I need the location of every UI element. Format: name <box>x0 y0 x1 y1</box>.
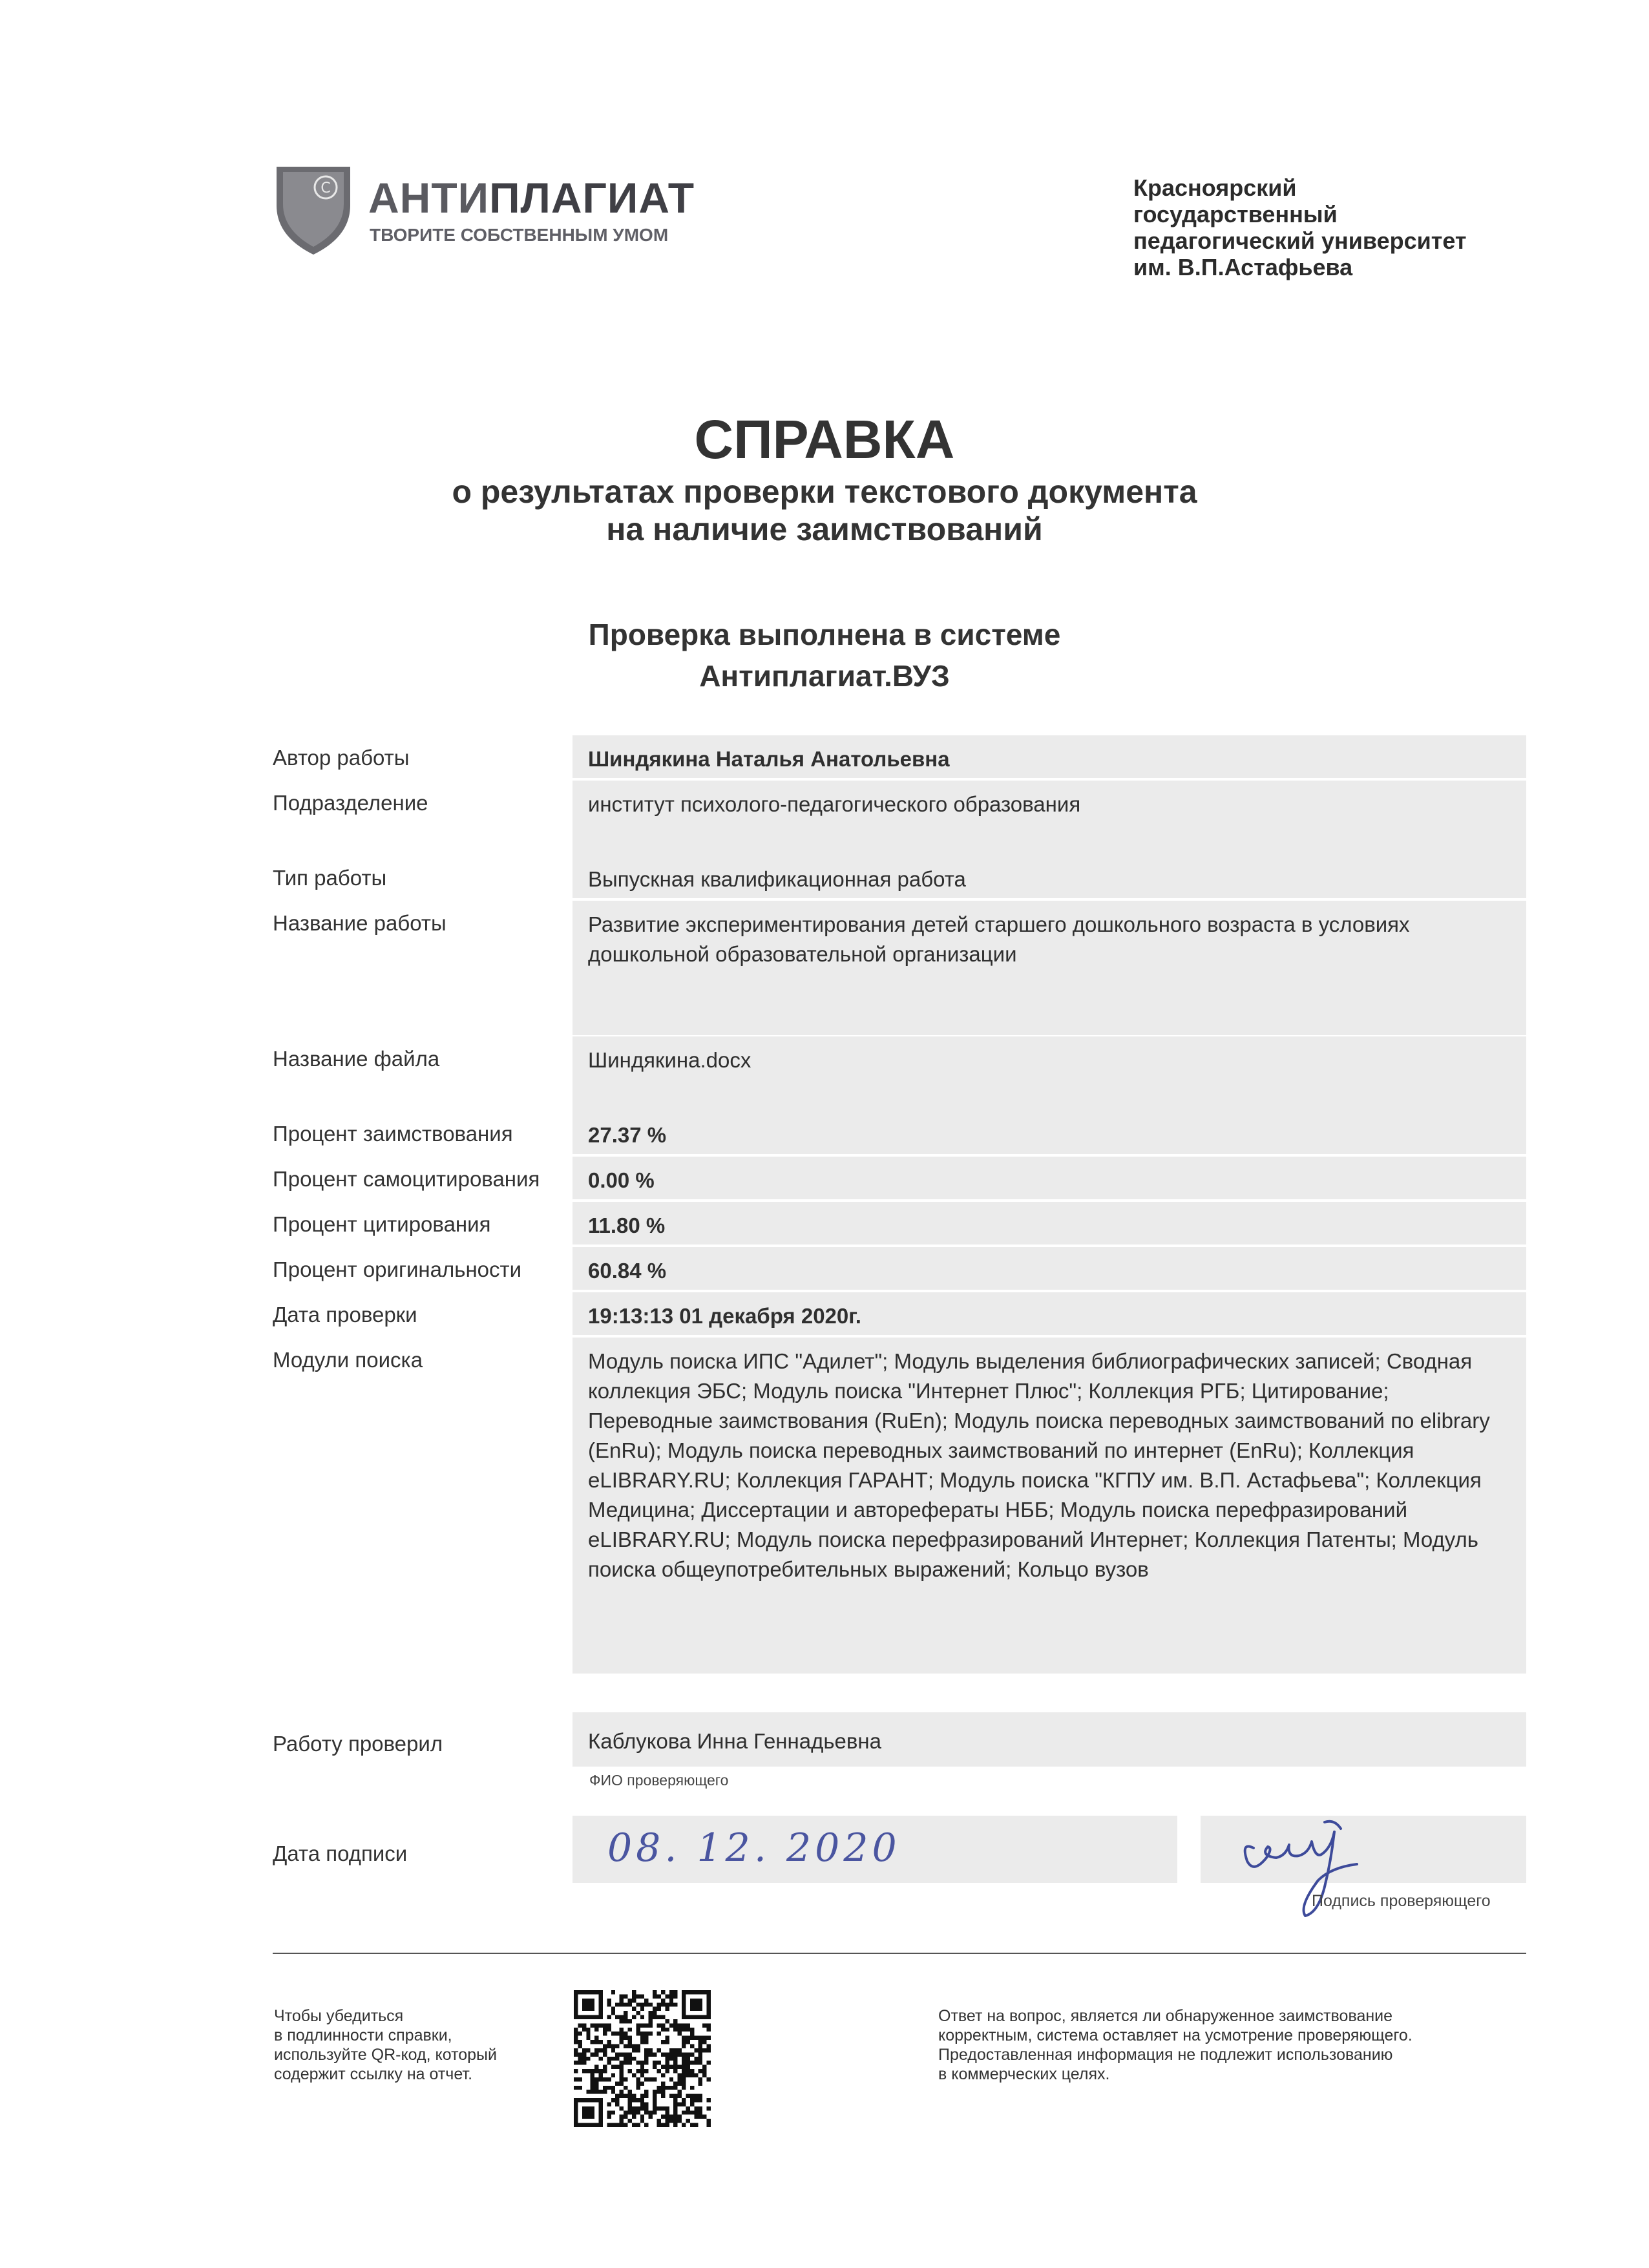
work-title-value: Развитие экспериментирования детей старшего дошкольного возраста в условиях дошкольной образовательной организации <box>572 901 1526 1035</box>
citation-percent-value: 11.80 % <box>572 1202 1526 1244</box>
work-type-label: Тип работы <box>273 866 387 890</box>
checker-caption: ФИО проверяющего <box>589 1772 729 1789</box>
borrowing-percent-label: Процент заимствования <box>273 1122 513 1146</box>
qr-instructions: Чтобы убедиться в подлинности справки, используйте QR-код, который содержит ссылку на отчет. <box>274 2007 497 2083</box>
logo-tagline: ТВОРИТЕ СОБСТВЕННЫМ УМОМ <box>370 225 669 245</box>
signature-date-label: Дата подписи <box>273 1842 408 1865</box>
check-date-value: 19:13:13 01 декабря 2020г. <box>572 1292 1526 1335</box>
file-name-value: Шиндякина.docx <box>572 1036 1526 1113</box>
originality-percent-label: Процент оригинальности <box>273 1257 522 1281</box>
citation-percent-label: Процент цитирования <box>273 1212 491 1236</box>
self-citation-value: 0.00 % <box>572 1157 1526 1199</box>
work-type-value: Выпускная квалификационная работа <box>572 856 1526 898</box>
check-date-label: Дата проверки <box>273 1303 417 1327</box>
author-value: Шиндякина Наталья Анатольевна <box>572 735 1526 778</box>
department-label: Подразделение <box>273 791 428 815</box>
qr-code[interactable] <box>574 1990 711 2127</box>
work-title-label: Название работы <box>273 911 446 935</box>
system-info: Проверка выполнена в системе Антиплагиат.ВУЗ <box>588 618 1061 693</box>
checked-by-label: Работу проверил <box>273 1732 443 1756</box>
search-modules-value: Модуль поиска ИПС "Адилет"; Модуль выделения библиографических записей; Сводная коллекция ЭБС; Модуль поиска "Интернет Плюс"; Коллекция РГБ; Цитирование; Переводные заимствования (RuEn); Модуль поиска переводных заимствований по elibrary (EnRu); Модуль поиска переводных заимствований по интернет (EnRu); Коллекция eLIBRARY.RU; Коллекция ГАРАНТ; Модуль поиска "КГПУ им. В.П. Астафьева"; Коллекция Медицина; Диссертации и авторефераты НББ; Модуль поиска перефразирований eLIBRARY.RU; Модуль поиска перефразирований Интернет; Коллекция Патенты; Модуль поиска общеупотребительных выражений; Кольцо вузов <box>572 1338 1526 1674</box>
self-citation-label: Процент самоцитирования <box>273 1167 540 1191</box>
author-label: Автор работы <box>273 746 410 770</box>
antiplagiat-logo <box>271 160 695 257</box>
checked-by-value: Каблукова Инна Геннадьевна <box>572 1712 1526 1767</box>
department-value: институт психолого-педагогического образования <box>572 781 1526 857</box>
shield-logo-icon <box>271 160 355 256</box>
borrowing-percent-value: 27.37 % <box>572 1111 1526 1154</box>
footer-divider <box>273 1953 1526 1954</box>
document-subtitle: о результатах проверки текстового документа на наличие заимствований <box>452 474 1197 547</box>
disclaimer: Ответ на вопрос, является ли обнаруженное заимствование корректным, система оставляет на усмотрение проверяющего. Предоставленная информация не подлежит использованию в коммерческих целях. <box>938 2007 1413 2083</box>
document-title: СПРАВКА <box>694 409 955 470</box>
university-name: Красноярский государственный педагогический университет им. В.П.Астафьева <box>1133 174 1467 280</box>
svg-text:C: C <box>320 180 331 196</box>
logo-title: АНТИПЛАГИАТ <box>368 174 695 222</box>
file-name-label: Название файла <box>273 1047 440 1071</box>
originality-percent-value: 60.84 % <box>572 1247 1526 1290</box>
handwritten-date: 08. 12. 2020 <box>607 1825 901 1871</box>
search-modules-label: Модули поиска <box>273 1348 423 1372</box>
signer-caption: Подпись проверяющего <box>1312 1892 1491 1910</box>
